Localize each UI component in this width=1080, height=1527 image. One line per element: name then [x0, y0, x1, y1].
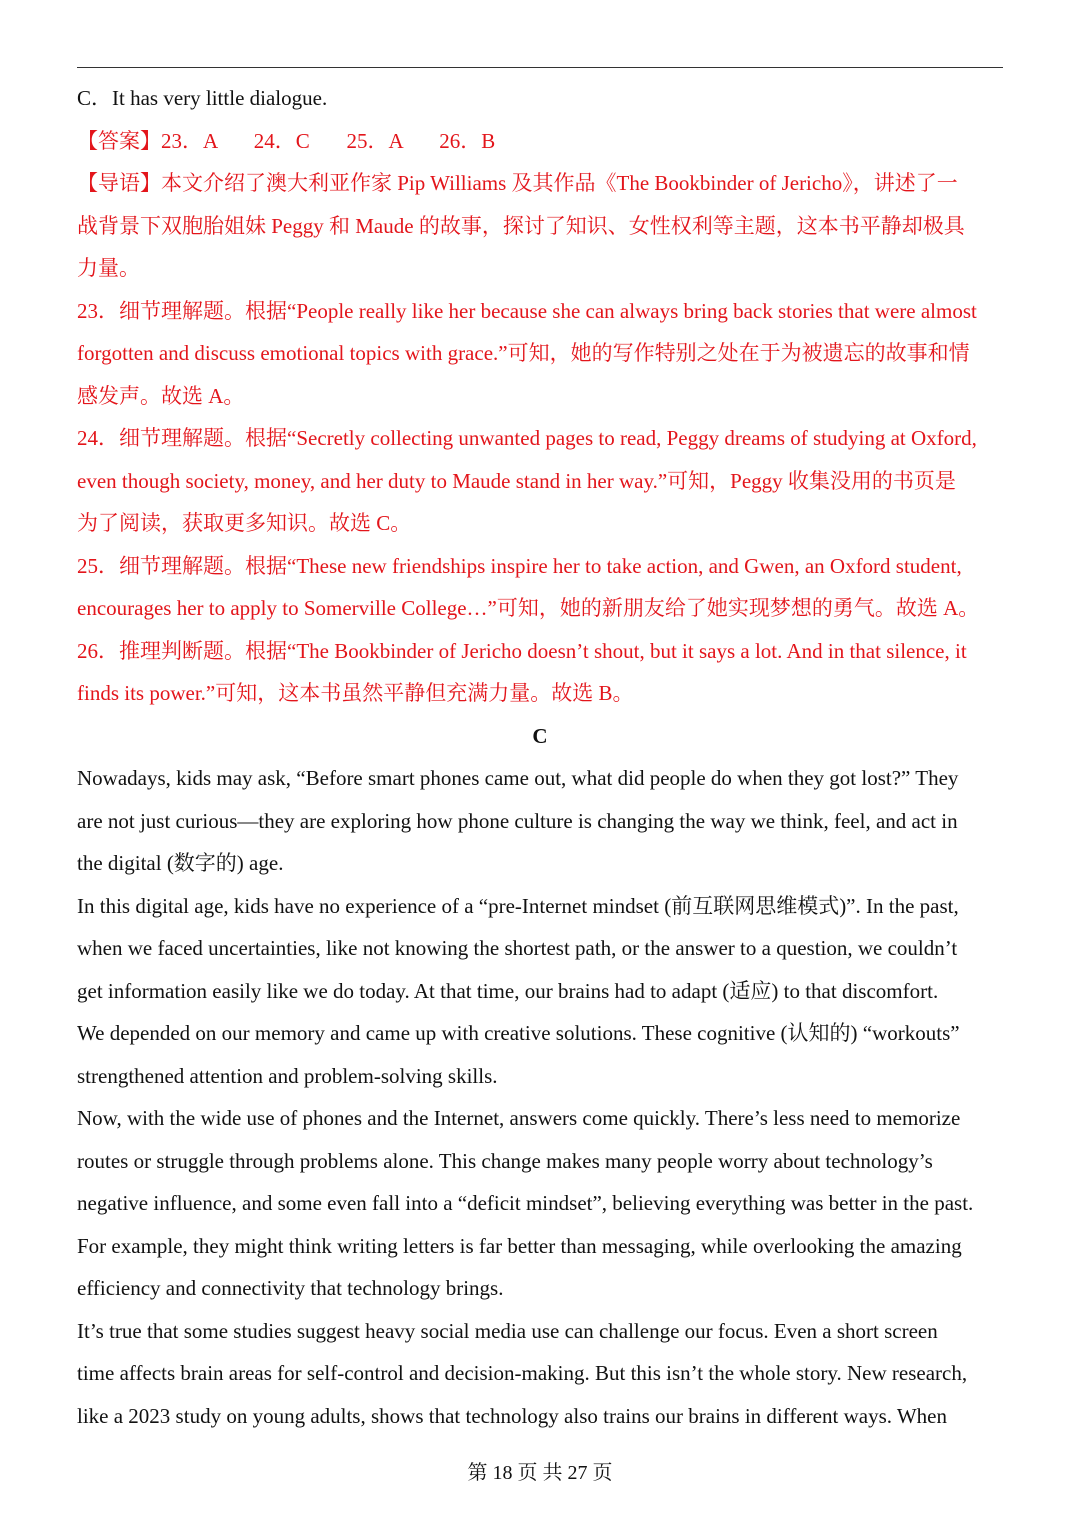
explanation-line: 感发声。故选 A。	[77, 383, 245, 408]
guide-line: 【导语】本文介绍了澳大利亚作家 Pip Williams 及其作品《The Bookbinder of Jericho》，讲述了一	[77, 171, 958, 195]
explanation-line: 25．细节理解题。根据“These new friendships inspire her to take action, and Gwen, an Oxford student,	[77, 553, 962, 578]
passage-paragraph	[77, 1310, 1017, 1438]
answer-key-line: 【答案】23．A 24．C 25．A 26．B	[77, 128, 496, 153]
paragraph-line: routes or struggle through problems alone. This change makes many people worry about technology’s	[77, 1148, 933, 1173]
passage-heading: C	[532, 723, 548, 748]
explanation-line: 为了阅读，获取更多知识。故选 C。	[77, 511, 412, 535]
guide-line: 力量。	[77, 256, 140, 280]
paragraph-line: get information easily like we do today. At that time, our brains had to adapt (适应) to that discomfort.	[77, 978, 939, 1003]
paragraph-line: Nowadays, kids may ask, “Before smart phones came out, what did people do when they got lost?” They	[77, 766, 959, 790]
page-content	[77, 77, 1017, 1437]
paragraph-line: when we faced uncertainties, like not knowing the shortest path, or the answer to a question, we couldn’t	[77, 936, 958, 960]
explanation-line: encourages her to apply to Somerville College…”可知，她的新朋友给了她实现梦想的勇气。故选 A。	[77, 596, 980, 620]
paragraph-line: time affects brain areas for self-control and decision-making. But this isn’t the whole story. New research,	[77, 1361, 968, 1385]
explanation-line: 26．推理判断题。根据“The Bookbinder of Jericho doesn’t shout, but it says a lot. And in that silence, it	[77, 638, 967, 663]
guide-line: 战背景下双胞胎姐妹 Peggy 和 Maude 的故事，探讨了知识、女性权利等主题，这本书平静却极具	[77, 213, 965, 238]
guide-block	[77, 162, 1017, 290]
paragraph-line: are not just curious—they are exploring how phone culture is changing the way we think, feel, and act in	[77, 808, 958, 833]
explanation-line: finds its power.”可知，这本书虽然平静但充满力量。故选 B。	[77, 681, 634, 705]
passage-paragraph	[77, 1097, 1017, 1310]
explanation-24	[77, 417, 1017, 545]
passage-c	[77, 715, 1017, 1438]
paragraph-line: For example, they might think writing letters is far better than messaging, while overlooking the amazing	[77, 1233, 962, 1258]
explanation-26	[77, 630, 1017, 715]
explanation-line: forgotten and discuss emotional topics with grace.”可知，她的写作特别之处在于为被遗忘的故事和情	[77, 341, 970, 365]
paragraph-line: Now, with the wide use of phones and the Internet, answers come quickly. There’s less need to memorize	[77, 1106, 961, 1130]
passage-paragraph	[77, 757, 1017, 885]
explanation-25	[77, 545, 1017, 630]
paragraph-line: the digital (数字的) age.	[77, 851, 284, 875]
paragraph-line: efficiency and connectivity that technology brings.	[77, 1276, 504, 1300]
header-rule	[77, 67, 1003, 68]
paragraph-line: negative influence, and some even fall into a “deficit mindset”, believing everything was better in the past.	[77, 1191, 974, 1215]
answer-section	[77, 77, 1017, 715]
passage-paragraph	[77, 885, 1017, 1098]
paragraph-line: like a 2023 study on young adults, shows that technology also trains our brains in different ways. When	[77, 1403, 948, 1428]
explanation-23	[77, 290, 1017, 418]
option-c-line: C．It has very little dialogue.	[77, 86, 328, 110]
explanation-line: even though society, money, and her duty to Maude stand in her way.”可知，Peggy 收集没用的书页是	[77, 468, 956, 493]
paragraph-line: It’s true that some studies suggest heavy social media use can challenge our focus. Even a short screen	[77, 1318, 938, 1343]
explanation-line: 24．细节理解题。根据“Secretly collecting unwanted pages to read, Peggy dreams of studying at Oxford,	[77, 426, 977, 450]
paragraph-line: strengthened attention and problem-solving skills.	[77, 1063, 498, 1088]
paragraph-line: In this digital age, kids have no experience of a “pre-Internet mindset (前互联网思维模式)”. In the past,	[77, 893, 959, 918]
page-number-footer: 第 18 页 共 27 页	[467, 1462, 613, 1484]
paragraph-line: We depended on our memory and came up with creative solutions. These cognitive (认知的) “workouts”	[77, 1021, 960, 1045]
explanation-line: 23．细节理解题。根据“People really like her because she can always bring back stories that were almost	[77, 298, 977, 323]
